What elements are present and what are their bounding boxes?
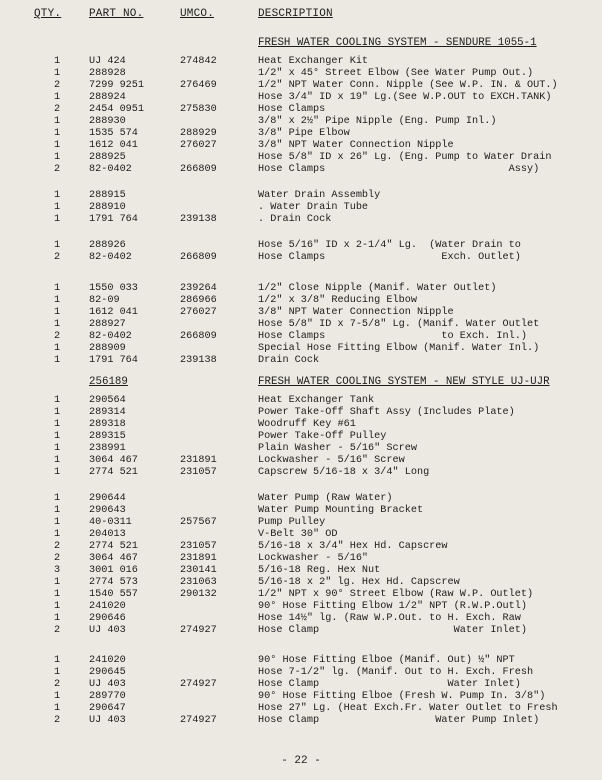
- umco-cell: 286966: [180, 295, 217, 306]
- description-cell: Water Pump (Raw Water): [258, 493, 393, 504]
- part-no-cell: 1612 041: [89, 140, 138, 151]
- part-no-cell: 288927: [89, 319, 126, 330]
- part-no-cell: 40-0311: [89, 517, 132, 528]
- table-row: [0, 283, 602, 295]
- description-cell: Hose Clamp Water Pump Inlet): [258, 715, 540, 726]
- description-cell: 3/8" NPT Water Connection Nipple: [258, 140, 454, 151]
- table-row: [0, 395, 602, 407]
- qty-cell: 1: [53, 443, 61, 454]
- qty-cell: 1: [53, 655, 61, 666]
- part-no-cell: 1535 574: [89, 128, 138, 139]
- table-row: [0, 92, 602, 104]
- qty-cell: 2: [53, 252, 61, 263]
- page-number: - 22 -: [281, 755, 321, 767]
- description-cell: 1/2" NPT x 90° Street Elbow (Raw W.P. Outlet): [258, 589, 534, 600]
- qty-cell: 1: [53, 407, 61, 418]
- table-row: [0, 679, 602, 691]
- description-cell: Hose Clamps Exch. Outlet): [258, 252, 521, 263]
- description-cell: . Drain Cock: [258, 214, 332, 225]
- part-no-cell: 290644: [89, 493, 126, 504]
- part-no-cell: 82-0402: [89, 331, 132, 342]
- part-no-cell: 2774 573: [89, 577, 138, 588]
- qty-cell: 1: [53, 419, 61, 430]
- qty-cell: 1: [53, 68, 61, 79]
- qty-cell: 2: [53, 553, 61, 564]
- table-row: [0, 202, 602, 214]
- part-no-cell: 3064 467: [89, 553, 138, 564]
- table-row: [0, 116, 602, 128]
- part-no-cell: 1791 764: [89, 355, 138, 366]
- qty-cell: 1: [53, 240, 61, 251]
- header-umco: UMCO.: [180, 8, 215, 20]
- description-cell: . Water Drain Tube: [258, 202, 369, 213]
- table-row: [0, 691, 602, 703]
- description-cell: Heat Exchanger Tank: [258, 395, 375, 406]
- table-row: [0, 467, 602, 479]
- qty-cell: 1: [53, 343, 61, 354]
- qty-cell: 1: [53, 283, 61, 294]
- part-no-cell: 241020: [89, 655, 126, 666]
- part-no-cell: UJ 403: [89, 715, 126, 726]
- table-row: [0, 541, 602, 553]
- table-row: [0, 455, 602, 467]
- description-cell: Hose Clamps: [258, 104, 326, 115]
- description-cell: Special Hose Fitting Elbow (Manif. Water Inl.): [258, 343, 540, 354]
- part-no-cell: 288915: [89, 190, 126, 201]
- qty-cell: 2: [53, 104, 61, 115]
- table-row: [0, 68, 602, 80]
- table-row: [0, 214, 602, 226]
- section-part-no: 256189: [89, 376, 128, 388]
- table-row: [0, 80, 602, 92]
- part-no-cell: 288926: [89, 240, 126, 251]
- description-cell: 90° Hose Fitting Elboe (Fresh W. Pump In. 3/8"): [258, 691, 546, 702]
- description-cell: 90° Hose Fitting Elboe (Manif. Out) ½" NPT: [258, 655, 515, 666]
- qty-cell: 1: [53, 601, 61, 612]
- table-row: [0, 331, 602, 343]
- part-no-cell: 288928: [89, 68, 126, 79]
- part-no-cell: 288910: [89, 202, 126, 213]
- part-no-cell: 1540 557: [89, 589, 138, 600]
- qty-cell: 1: [53, 128, 61, 139]
- part-no-cell: 288924: [89, 92, 126, 103]
- description-cell: 1/2" NPT Water Conn. Nipple (See W.P. IN. & OUT.): [258, 80, 558, 91]
- table-row: [0, 667, 602, 679]
- description-cell: 5/16-18 x 3/4" Hex Hd. Capscrew: [258, 541, 448, 552]
- qty-cell: 1: [53, 307, 61, 318]
- part-no-cell: 2454 0951: [89, 104, 145, 115]
- description-cell: Hose Clamps to Exch. Inl.): [258, 331, 527, 342]
- table-row: [0, 56, 602, 68]
- description-cell: 1/2" x 45° Street Elbow (See Water Pump Out.): [258, 68, 534, 79]
- description-cell: Pump Pulley: [258, 517, 326, 528]
- qty-cell: 1: [53, 505, 61, 516]
- description-cell: Power Take-Off Shaft Assy (Includes Plate): [258, 407, 515, 418]
- table-row: [0, 529, 602, 541]
- part-no-cell: 1550 033: [89, 283, 138, 294]
- table-row: [0, 431, 602, 443]
- description-cell: Hose 7-1/2" lg. (Manif. Out to H. Exch. Fresh: [258, 667, 534, 678]
- umco-cell: 274927: [180, 715, 217, 726]
- qty-cell: 1: [53, 589, 61, 600]
- part-no-cell: 289315: [89, 431, 126, 442]
- qty-cell: 2: [53, 541, 61, 552]
- part-no-cell: 2774 521: [89, 467, 138, 478]
- table-row: [0, 355, 602, 367]
- qty-cell: 1: [53, 467, 61, 478]
- umco-cell: 274927: [180, 625, 217, 636]
- table-row: [0, 128, 602, 140]
- part-no-cell: 82-09: [89, 295, 120, 306]
- qty-cell: 2: [53, 80, 61, 91]
- part-no-cell: 82-0402: [89, 164, 132, 175]
- umco-cell: 231063: [180, 577, 217, 588]
- umco-cell: 257567: [180, 517, 217, 528]
- part-no-cell: 290645: [89, 667, 126, 678]
- part-no-cell: 1791 764: [89, 214, 138, 225]
- qty-cell: 2: [53, 679, 61, 690]
- part-no-cell: 289770: [89, 691, 126, 702]
- description-cell: Hose 3/4" ID x 19" Lg.(See W.P.OUT to EXCH.TANK): [258, 92, 552, 103]
- part-no-cell: UJ 403: [89, 625, 126, 636]
- table-row: [0, 295, 602, 307]
- part-no-cell: 1612 041: [89, 307, 138, 318]
- table-row: [0, 655, 602, 667]
- table-row: [0, 601, 602, 613]
- umco-cell: 231057: [180, 467, 217, 478]
- table-row: [0, 443, 602, 455]
- description-cell: Power Take-Off Pulley: [258, 431, 387, 442]
- description-cell: 1/2" x 3/8" Reducing Elbow: [258, 295, 417, 306]
- qty-cell: 1: [53, 152, 61, 163]
- description-cell: Lockwasher - 5/16" Screw: [258, 455, 405, 466]
- table-row: [0, 190, 602, 202]
- table-row: [0, 319, 602, 331]
- part-no-cell: 289314: [89, 407, 126, 418]
- table-row: [0, 407, 602, 419]
- part-no-cell: 290647: [89, 703, 126, 714]
- part-no-cell: 3064 467: [89, 455, 138, 466]
- qty-cell: 1: [53, 92, 61, 103]
- header-qty: QTY.: [34, 8, 62, 20]
- description-cell: 3/8" Pipe Elbow: [258, 128, 350, 139]
- description-cell: Hose Clamps Assy): [258, 164, 540, 175]
- description-cell: 5/16-18 x 2" lg. Hex Hd. Capscrew: [258, 577, 460, 588]
- umco-cell: 231891: [180, 455, 217, 466]
- description-cell: Hose 27" Lg. (Heat Exch.Fr. Water Outlet to Fresh: [258, 703, 558, 714]
- table-row: [0, 493, 602, 505]
- description-cell: Woodruff Key #61: [258, 419, 356, 430]
- qty-cell: 1: [53, 202, 61, 213]
- umco-cell: 239264: [180, 283, 217, 294]
- description-cell: Lockwasher - 5/16": [258, 553, 369, 564]
- part-no-cell: 288925: [89, 152, 126, 163]
- description-cell: 5/16-18 Reg. Hex Nut: [258, 565, 381, 576]
- part-no-cell: 7299 9251: [89, 80, 145, 91]
- part-no-cell: UJ 424: [89, 56, 126, 67]
- qty-cell: 3: [53, 565, 61, 576]
- description-cell: Heat Exchanger Kit: [258, 56, 369, 67]
- description-cell: 90° Hose Fitting Elbow 1/2" NPT (R.W.P.Outl): [258, 601, 527, 612]
- table-row: [0, 164, 602, 176]
- description-cell: Drain Cock: [258, 355, 320, 366]
- umco-cell: 231891: [180, 553, 217, 564]
- description-cell: Water Drain Assembly: [258, 190, 381, 201]
- table-row: [0, 703, 602, 715]
- table-row: [0, 577, 602, 589]
- section-title: FRESH WATER COOLING SYSTEM - SENDURE 1055-1: [258, 37, 537, 49]
- description-cell: Hose 5/8" ID x 7-5/8" Lg. (Manif. Water Outlet: [258, 319, 540, 330]
- table-row: [0, 589, 602, 601]
- qty-cell: 1: [53, 431, 61, 442]
- qty-cell: 1: [53, 517, 61, 528]
- part-no-cell: 288909: [89, 343, 126, 354]
- description-cell: Water Pump Mounting Bracket: [258, 505, 424, 516]
- table-row: [0, 715, 602, 727]
- part-no-cell: 241020: [89, 601, 126, 612]
- umco-cell: 231057: [180, 541, 217, 552]
- table-row: [0, 419, 602, 431]
- table-row: [0, 343, 602, 355]
- table-row: [0, 553, 602, 565]
- part-no-cell: UJ 403: [89, 679, 126, 690]
- table-row: [0, 240, 602, 252]
- qty-cell: 1: [53, 56, 61, 67]
- part-no-cell: 288930: [89, 116, 126, 127]
- part-no-cell: 204013: [89, 529, 126, 540]
- qty-cell: 1: [53, 395, 61, 406]
- qty-cell: 1: [53, 455, 61, 466]
- qty-cell: 1: [53, 355, 61, 366]
- part-no-cell: 290646: [89, 613, 126, 624]
- table-row: [0, 517, 602, 529]
- umco-cell: 274927: [180, 679, 217, 690]
- umco-cell: 266809: [180, 252, 217, 263]
- qty-cell: 1: [53, 295, 61, 306]
- qty-cell: 1: [53, 667, 61, 678]
- description-cell: 3/8" x 2½" Pipe Nipple (Eng. Pump Inl.): [258, 116, 497, 127]
- umco-cell: 275830: [180, 104, 217, 115]
- umco-cell: 230141: [180, 565, 217, 576]
- table-row: [0, 505, 602, 517]
- section-title: FRESH WATER COOLING SYSTEM - NEW STYLE UJ-UJR: [258, 376, 550, 388]
- qty-cell: 2: [53, 715, 61, 726]
- table-row: [0, 104, 602, 116]
- qty-cell: 1: [53, 691, 61, 702]
- table-row: [0, 565, 602, 577]
- umco-cell: 290132: [180, 589, 217, 600]
- umco-cell: 274842: [180, 56, 217, 67]
- table-row: [0, 252, 602, 264]
- qty-cell: 1: [53, 529, 61, 540]
- qty-cell: 1: [53, 319, 61, 330]
- part-no-cell: 238991: [89, 443, 126, 454]
- qty-cell: 2: [53, 331, 61, 342]
- description-cell: Hose 5/8" ID x 26" Lg. (Eng. Pump to Water Drain: [258, 152, 552, 163]
- umco-cell: 276027: [180, 307, 217, 318]
- qty-cell: 1: [53, 493, 61, 504]
- umco-cell: 266809: [180, 164, 217, 175]
- description-cell: Plain Washer - 5/16" Screw: [258, 443, 417, 454]
- header-description: DESCRIPTION: [258, 8, 333, 20]
- description-cell: Capscrew 5/16-18 x 3/4" Long: [258, 467, 430, 478]
- part-no-cell: 2774 521: [89, 541, 138, 552]
- umco-cell: 266809: [180, 331, 217, 342]
- qty-cell: 1: [53, 116, 61, 127]
- qty-cell: 1: [53, 703, 61, 714]
- qty-cell: 2: [53, 164, 61, 175]
- table-row: [0, 613, 602, 625]
- table-row: [0, 307, 602, 319]
- description-cell: Hose Clamp Water Inlet): [258, 625, 527, 636]
- description-cell: 3/8" NPT Water Connection Nipple: [258, 307, 454, 318]
- qty-cell: 1: [53, 140, 61, 151]
- umco-cell: 239138: [180, 355, 217, 366]
- umco-cell: 276469: [180, 80, 217, 91]
- description-cell: Hose Clamp Water Inlet): [258, 679, 521, 690]
- header-part-no: PART NO.: [89, 8, 144, 20]
- table-row: [0, 140, 602, 152]
- qty-cell: 1: [53, 214, 61, 225]
- part-no-cell: 289318: [89, 419, 126, 430]
- qty-cell: 1: [53, 190, 61, 201]
- description-cell: V-Belt 30" OD: [258, 529, 338, 540]
- table-row: [0, 625, 602, 637]
- qty-cell: 1: [53, 613, 61, 624]
- part-no-cell: 3001 016: [89, 565, 138, 576]
- part-no-cell: 82-0402: [89, 252, 132, 263]
- description-cell: 1/2" Close Nipple (Manif. Water Outlet): [258, 283, 497, 294]
- part-no-cell: 290564: [89, 395, 126, 406]
- part-no-cell: 290643: [89, 505, 126, 516]
- umco-cell: 288929: [180, 128, 217, 139]
- qty-cell: 2: [53, 625, 61, 636]
- description-cell: Hose 5/16" ID x 2-1/4" Lg. (Water Drain to: [258, 240, 521, 251]
- qty-cell: 1: [53, 577, 61, 588]
- description-cell: Hose 14½" lg. (Raw W.P.Out. to H. Exch. Raw: [258, 613, 521, 624]
- umco-cell: 276027: [180, 140, 217, 151]
- table-row: [0, 152, 602, 164]
- umco-cell: 239138: [180, 214, 217, 225]
